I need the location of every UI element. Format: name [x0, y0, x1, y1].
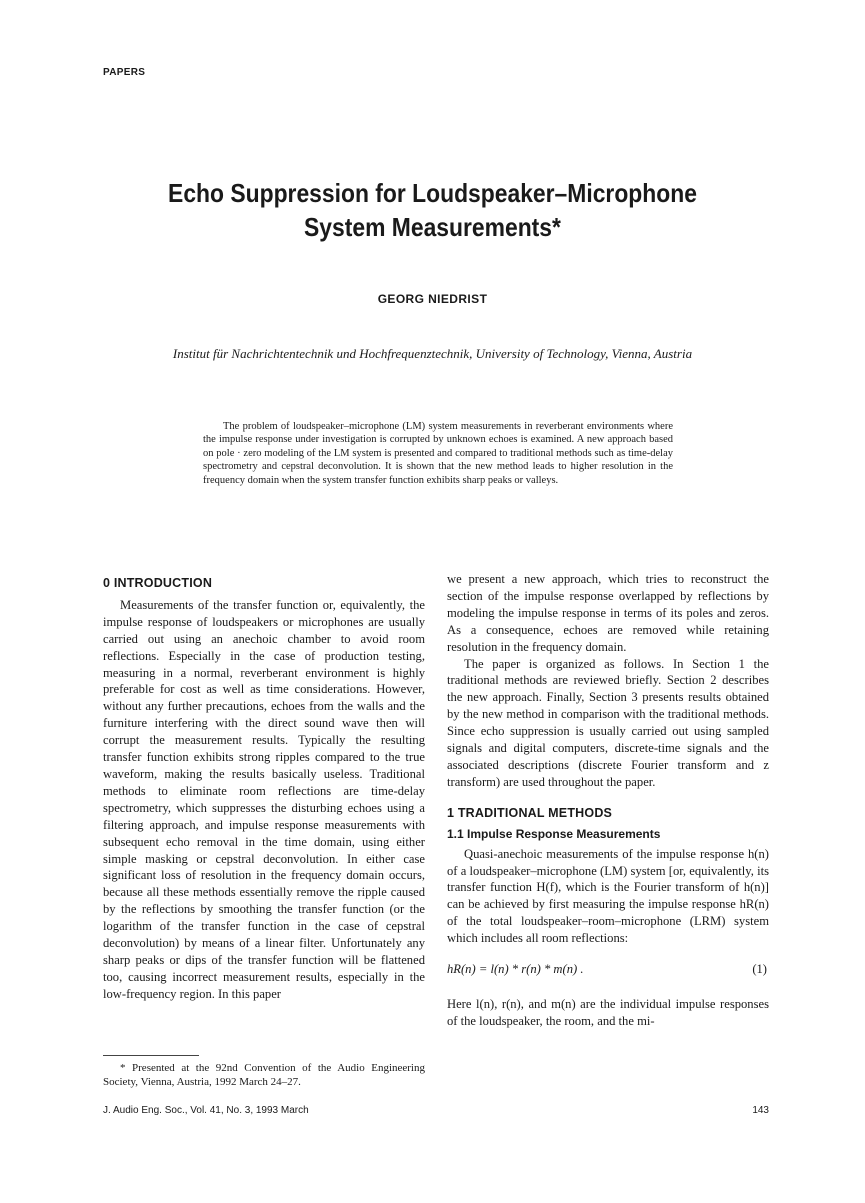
paper-title	[52, 176, 813, 244]
author: GEORG NIEDRIST	[377, 292, 488, 306]
subsection-heading-impulse-response: 1.1 Impulse Response Measurements	[447, 826, 661, 841]
title-line-1: Echo Suppression for Loudspeaker–Microphone	[168, 178, 697, 208]
journal-citation: J. Audio Eng. Soc., Vol. 41, No. 3, 1993 March	[103, 1105, 309, 1116]
section-heading-introduction: 0 INTRODUCTION	[103, 576, 213, 590]
equation-number: (1)	[752, 962, 767, 977]
column-left	[103, 575, 425, 1003]
title-line-2: System Measurements*	[304, 212, 561, 242]
equation-expression: hR(n) = l(n) * r(n) * m(n) .	[447, 962, 584, 977]
page-number: 143	[752, 1105, 769, 1116]
abstract: The problem of loudspeaker–microphone (LM) system measurements in reverberant environments where the impulse response under investigation is corrupted by unknown echoes is examined. A new approach based on pole · zero modeling of the LM system is presented and compared to traditional methods such as time-delay spectrometry and cepstral deconvolution. It is shown that the new method leads to higher resolution in the frequency domain when the system transfer function exhibits sharp peaks or valleys.	[203, 421, 673, 486]
intro-paragraph-1: Measurements of the transfer function or, equivalently, the impulse response of loudspeakers or microphones are usually carried out using an anechoic chamber to avoid room reflections. Especially in the case of production testing, measuring in a normal, reverberant environment is highly preferable for cost as well as time considerations. However, without any further precautions, echoes from the walls and the furniture interfering with the direct sound wave then will corrupt the measurement results. Typically the resulting transfer function exhibits strong ripples compared to the true waveform, making the results basically useless. Traditional methods to eliminate room reflections are time-delay spectrometry, which suppresses the disturbing echoes using a filtering approach, and impulse response measurements with subsequent echo removal in the time domain, using either simple masking or cepstral deconvolution. In either case significant loss of resolution in the frequency domain occurs, because all these methods essentially remove the ripple caused by the reflections by smoothing the transfer function (or the logarithm of the transfer function in the case of cepstral deconvolution) by means of a linear filter. Unfortunately any sharp peaks or dips of the transfer function will be flattened too, causing incorrect measurement results, especially in the low-frequency region. In this paper	[103, 597, 425, 1001]
running-head: PAPERS	[103, 67, 146, 78]
affiliation: Institut für Nachrichtentechnik und Hochfrequenztechnik, University of Technology, Vienna, Austria	[172, 346, 693, 361]
section1-paragraph-2: Here l(n), r(n), and m(n) are the individual impulse responses of the loudspeaker, the room, and the mi-	[447, 996, 769, 1028]
equation-1	[447, 961, 769, 978]
column-right	[447, 571, 769, 1030]
section1-paragraph-1: Quasi-anechoic measurements of the impulse response h(n) of a loudspeaker–microphone (LM) system [or, equivalently, its transfer function H(f), which is the Fourier transform of h(n)] can be achieved by first measuring the impulse response hR(n) of the total loudspeaker–room–microphone (LRM) system which includes all room reflections:	[447, 846, 769, 946]
footnote: * Presented at the 92nd Convention of the Audio Engineering Society, Vienna, Austria, 1992 March 24–27.	[103, 1062, 425, 1088]
footnote-divider	[103, 1055, 199, 1056]
intro-paragraph-1-continued: we present a new approach, which tries to reconstruct the section of the impulse response overlapped by reflections by modeling the impulse response in terms of its poles and zeros. As a consequence, echoes are removed while retaining resolution in the frequency domain.	[447, 572, 769, 654]
section-heading-traditional-methods: 1 TRADITIONAL METHODS	[447, 805, 613, 820]
intro-paragraph-2: The paper is organized as follows. In Section 1 the traditional methods are reviewed briefly. Section 2 describes the new approach. Finally, Section 3 presents results obtained by the new method in comparison with the traditional methods. Since echo suppression is usually carried out using sampled signals and digital computers, discrete-time signals and the associated descriptions (discrete Fourier transform and z transform) are used throughout the paper.	[447, 656, 769, 789]
